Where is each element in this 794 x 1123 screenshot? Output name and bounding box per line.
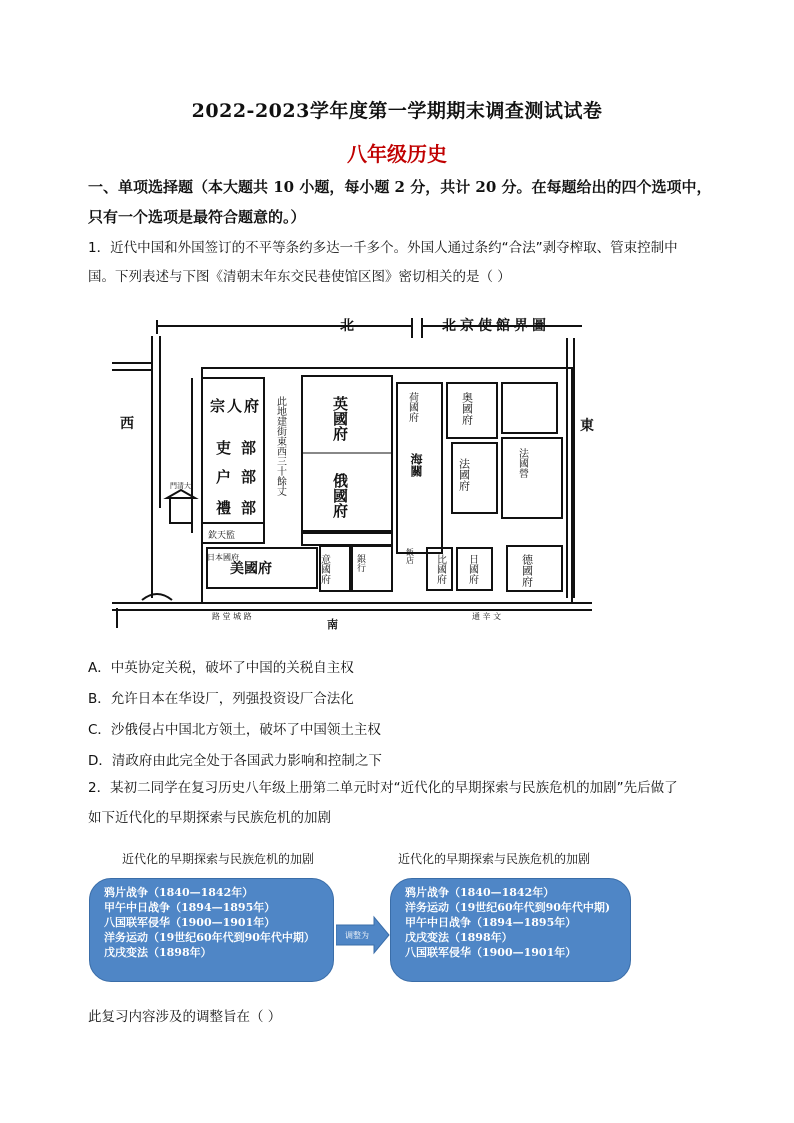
- map-gate-label: 門清大: [170, 482, 191, 490]
- map-french-barracks: 法國營: [516, 448, 528, 478]
- map-libu: 吏部: [216, 439, 267, 457]
- flow-right-item: 鸦片战争（1840—1842年）: [405, 886, 555, 899]
- question1-option-a[interactable]: A．中英协定关税，破坏了中国的关税自主权: [88, 660, 354, 676]
- question1-option-b[interactable]: B．允许日本在华设厂，列强投资设厂合法化: [88, 691, 354, 707]
- legation-quarter-map: [112, 308, 597, 638]
- map-bank: 銀行: [355, 554, 365, 572]
- question1-option-d[interactable]: D．清政府由此完全处于各国武力影响和控制之下: [88, 753, 382, 769]
- flow-right-item: 八国联军侵华（1900—1901年）: [405, 946, 577, 959]
- question1-stem-line1: 1．近代中国和外国签订的不平等条约多达一千多个。外国人通过条约“合法”剥夺榨取、管束控制中: [88, 240, 678, 256]
- question1-option-c[interactable]: C．沙俄侵占中国北方领土，破坏了中国领土主权: [88, 722, 381, 738]
- map-street-note: 此地建街東西三十餘丈: [274, 396, 286, 496]
- right-arrow-icon: [336, 915, 390, 955]
- flow-right-item: 戊戌变法（1898年）: [405, 931, 513, 944]
- map-qintianjian: 欽天監: [208, 531, 236, 541]
- map-hotel: 飯店: [405, 548, 415, 564]
- flow-left-box: [89, 878, 334, 982]
- map-belgium: 比國府: [434, 554, 446, 584]
- flow-left-title: 近代化的早期探索与民族危机的加剧: [122, 852, 315, 866]
- question1-stem-line2: 国。下列表述与下图《清朝末年东交民巷使馆区图》密切相关的是（ ）: [88, 269, 511, 285]
- flow-right-item: 洋务运动（19世纪60年代到90年代中期): [405, 901, 611, 914]
- map-italy: 意國府: [318, 554, 330, 584]
- question2-stem-line1: 2．某初二同学在复习历史八年级上册第二单元时对“近代化的早期探索与民族危机的加剧”先后做了: [88, 780, 678, 796]
- map-england: 英國府: [331, 396, 349, 441]
- flow-right-title: 近代化的早期探索与民族危机的加剧: [398, 852, 591, 866]
- map-west-label: 西: [120, 416, 134, 432]
- question2-prompt: 此复习内容涉及的调整旨在（ ）: [88, 1009, 282, 1025]
- map-road-label-left: 路 堂 城 路: [212, 612, 252, 621]
- arrow-label: 调整为: [345, 931, 369, 940]
- section-heading-line2: 只有一个选项是最符合题意的。）: [88, 208, 306, 226]
- map-netherlands: 荷國府: [406, 392, 418, 422]
- map-road-label-right: 通 辛 文: [472, 612, 502, 621]
- map-hubu: 户部: [216, 468, 267, 486]
- map-zongrenfu: 宗人府: [210, 397, 262, 415]
- map-customs: 海關: [409, 453, 423, 477]
- map-libu2: 禮部: [216, 499, 267, 517]
- map-france: 法國府: [457, 458, 471, 491]
- map-japan: 日本國府: [207, 553, 239, 562]
- map-austria: 奥國府: [460, 392, 474, 425]
- flow-left-item: 洋务运动（19世纪60年代到90年代中期）: [104, 931, 315, 944]
- flow-right-item: 甲午中日战争（1894—1895年）: [405, 916, 577, 929]
- flow-left-item: 戊戌变法（1898年）: [104, 946, 212, 959]
- flow-right-box: [390, 878, 631, 982]
- section-heading-line1: 一、单项选择题（本大题共 10 小题，每小题 2 分，共计 20 分。在每题给出的四个选项中，: [88, 178, 712, 196]
- map-north-label: 北: [340, 318, 354, 334]
- exam-title: 2022-2023学年度第一学期期末调查测试试卷: [191, 100, 603, 122]
- map-east-label: 東: [580, 418, 594, 434]
- flow-left-item: 甲午中日战争（1894—1895年）: [104, 901, 276, 914]
- exam-subtitle: 八年级历史: [347, 142, 447, 166]
- flow-left-item: 鸦片战争（1840—1842年）: [104, 886, 254, 899]
- question2-stem-line2: 如下近代化的早期探索与民族危机的加剧: [88, 810, 331, 826]
- map-spain: 日國府: [466, 554, 478, 584]
- map-south-label: 南: [327, 618, 338, 631]
- map-title-label: 北京使館界圖: [442, 318, 550, 334]
- flow-left-item: 八国联军侵华（1900—1901年）: [104, 916, 276, 929]
- map-russia: 俄國府: [331, 473, 349, 518]
- map-germany: 德國府: [520, 554, 534, 587]
- map-america: 美國府: [230, 561, 272, 577]
